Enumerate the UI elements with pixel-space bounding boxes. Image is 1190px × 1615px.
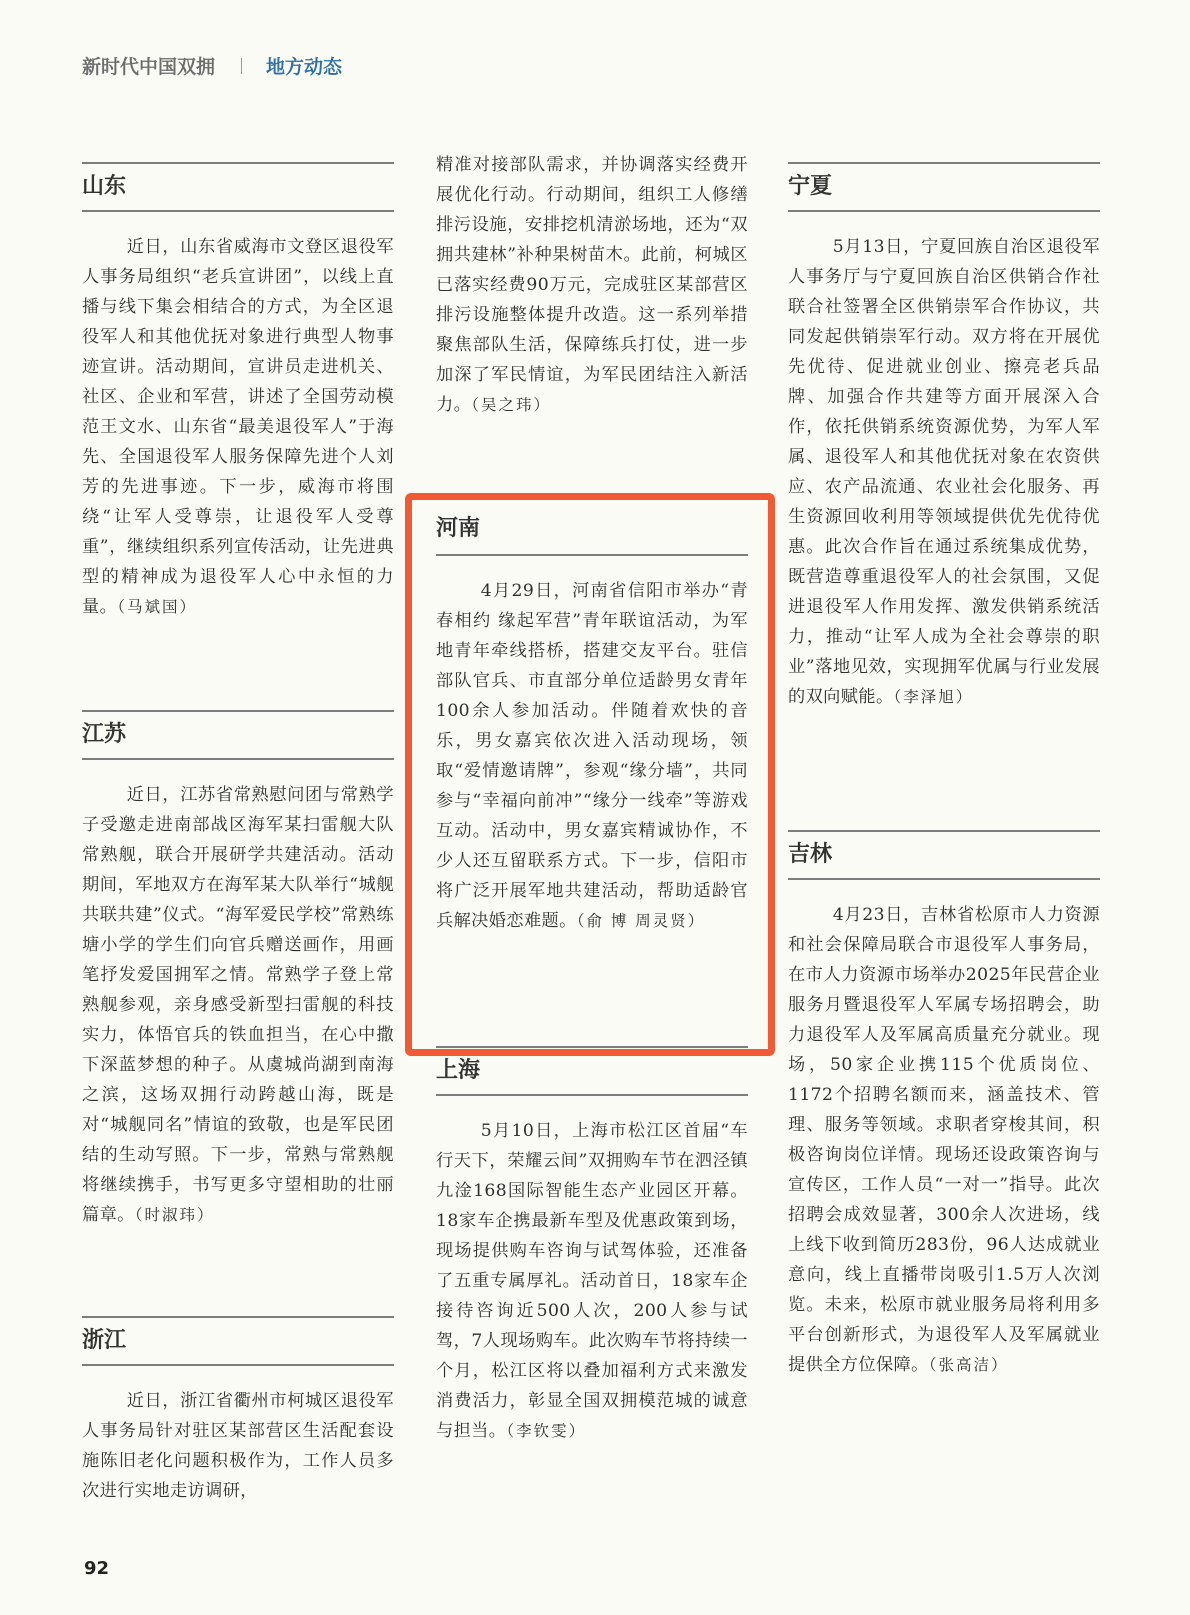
article-body: 4月23日，吉林省松原市人力资源和社会保障局联合市退役军人事务局，在市人力资源市场举办2025年民营企业服务月暨退役军人军属专场招聘会，助力退役军人及军属高质量充分就业。现场，50家企业携115个优质岗位、1172个招聘名额而来，涵盖技术、管理、服务等领域。求职者穿梭其间，积极咨询岗位详情。现场还设政策咨询与宣传区，工作人员“一对一”指导。此次招聘会成效显著，300余人次进场，线上线下收到简历283份，96人达成就业意向，线上直播带岗吸引1.5万人次浏览。未来，松原市就业服务局将利用多平台创新形式，为退役军人及军属就业提供全方位保障。（张高洁）	[788, 905, 1100, 1375]
article-author: （李钦雯）	[506, 1422, 587, 1440]
article-zhejiang	[82, 1316, 394, 1506]
article-body: 近日，山东省威海市文登区退役军人事务局组织“老兵宣讲团”，以线上直播与线下集会相结合的方式，为全区退役军人和其他优抚对象进行典型人物事迹宣讲。活动期间，宣讲员走进机关、社区、企业和军营，讲述了全国劳动模范王文水、山东省“最美退役军人”于海先、全国退役军人服务保障先进个人刘芳的先进事迹。下一步，威海市将围绕“让军人受尊崇，让退役军人受尊重”，继续组织系列宣传活动，让先进典型的精神成为退役军人心中永恒的力量。（马斌国）	[82, 237, 394, 617]
article-title: 吉林	[788, 842, 833, 867]
article-body: 5月13日，宁夏回族自治区退役军人事务厅与宁夏回族自治区供销合作社联合社签署全区供销崇军合作协议，共同发起供销崇军行动。双方将在开展优先优待、促进就业创业、擦亮老兵品牌、加强合作共建等方面开展深入合作，依托供销系统资源优势，为军人军属、退役军人和其他优抚对象在农资供应、农产品流通、农业社会化服务、再生资源回收利用等领域提供优先优待优惠。此次合作旨在通过系统集成优势，既营造尊重退役军人的社会氛围，又促进退役军人作用发挥、激发供销系统活力，推动“让军人成为全社会尊崇的职业”落地见效，实现拥军优属与行业发展的双向赋能。（李泽旭）	[788, 237, 1100, 707]
article-author: （张高洁）	[928, 1356, 1009, 1374]
article-jiangsu	[82, 710, 394, 1230]
article-author: （时淑玮）	[134, 1206, 215, 1224]
article-header	[436, 506, 748, 556]
article-shandong	[82, 162, 394, 622]
article-zhejiang-continued	[436, 150, 748, 420]
article-body-continued: 精准对接部队需求，并协调落实经费开展优化行动。行动期间，组织工人修缮排污设施，安排挖机清淤场地，还为“双拥共建林”补种果树苗木。此前，柯城区已落实经费90万元，完成驻区某部营区排污设施整体提升改造。这一系列举措聚焦部队生活，保障练兵打仗，进一步加深了军民情谊，为军民团结注入新活力。（吴之玮）	[436, 155, 748, 415]
page-number: 92	[84, 1558, 110, 1579]
article-title: 宁夏	[788, 174, 833, 199]
article-author: （马斌国）	[117, 598, 197, 616]
article-body: 5月10日，上海市松江区首届“车行天下，荣耀云间”双拥购车节在泗泾镇九淦168国际智能生态产业园区开幕。18家车企携最新车型及优惠政策到场，现场提供购车咨询与试驾体验，还准备了五重专属厚礼。活动首日，18家车企接待咨询近500人次，200人参与试驾，7人现场购车。此次购车节将持续一个月，松江区将以叠加福利方式来激发消费活力，彰显全国双拥模范城的诚意与担当。（李钦雯）	[436, 1121, 748, 1441]
article-author: （俞 博 周灵贤）	[576, 912, 706, 930]
article-header	[82, 1316, 394, 1366]
article-header	[788, 162, 1100, 212]
article-author: （吴之玮）	[471, 396, 551, 414]
section-name: 地方动态	[266, 56, 343, 78]
article-shanghai	[436, 1046, 748, 1446]
article-title: 山东	[82, 174, 127, 199]
article-header	[436, 1046, 748, 1096]
article-title: 江苏	[82, 722, 127, 747]
article-title: 河南	[436, 516, 481, 541]
article-body: 近日，江苏省常熟慰问团与常熟学子受邀走进南部战区海军某扫雷舰大队常熟舰，联合开展研学共建活动。活动期间，军地双方在海军某大队举行“城舰共联共建”仪式。“海军爱民学校”常熟练塘小学的学生们向官兵赠送画作，用画笔抒发爱国拥军之情。常熟学子登上常熟舰参观，亲身感受新型扫雷舰的科技实力，体悟官兵的铁血担当，在心中撒下深蓝梦想的种子。从虞城尚湖到南海之滨，这场双拥行动跨越山海，既是对“城舰同名”情谊的致敬，也是军民团结的生动写照。下一步，常熟与常熟舰将继续携手，书写更多守望相助的壮丽篇章。（时淑玮）	[82, 785, 394, 1225]
article-title: 上海	[436, 1058, 481, 1083]
publication-name: 新时代中国双拥	[82, 56, 216, 78]
article-header	[82, 710, 394, 760]
article-ningxia	[788, 162, 1100, 712]
page-header	[82, 52, 342, 82]
article-title: 浙江	[82, 1328, 127, 1353]
article-body: 近日，浙江省衢州市柯城区退役军人事务局针对驻区某部营区生活配套设施陈旧老化问题积极作为，工作人员多次进行实地走访调研，	[82, 1391, 394, 1501]
article-henan	[436, 506, 748, 936]
article-author: （李泽旭）	[893, 688, 974, 706]
article-header	[82, 162, 394, 212]
article-body: 4月29日，河南省信阳市举办“青春相约 缘起军营”青年联谊活动，为军地青年牵线搭桥，搭建交友平台。驻信部队官兵、市直部分单位适龄男女青年100余人参加活动。伴随着欢快的音乐，男女嘉宾依次进入活动现场，领取“爱情邀请牌”，参观“缘分墙”，共同参与“幸福向前冲”“缘分一线牵”等游戏互动。活动中，男女嘉宾精诚协作，不少人还互留联系方式。下一步，信阳市将广泛开展军地共建活动，帮助适龄官兵解决婚恋难题。（俞 博 周灵贤）	[436, 581, 748, 931]
article-jilin	[788, 830, 1100, 1380]
article-header	[788, 830, 1100, 880]
header-divider	[241, 58, 242, 74]
